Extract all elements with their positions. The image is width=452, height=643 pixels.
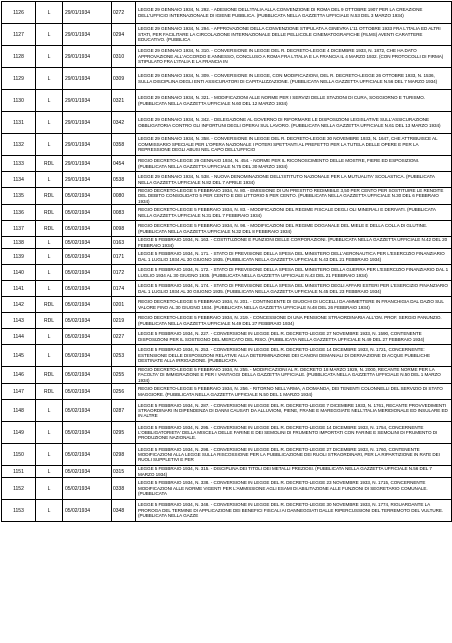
row-code: 0538 — [112, 172, 136, 188]
row-date: 05/02/1934 — [63, 221, 112, 237]
row-number: 1149 — [2, 422, 36, 444]
row-code: 0172 — [112, 265, 136, 281]
row-code: 0098 — [112, 221, 136, 237]
row-act-type: RDL — [36, 188, 63, 205]
row-date: 05/02/1934 — [63, 237, 112, 249]
row-code: 0253 — [112, 345, 136, 367]
row-act-type: L — [36, 46, 63, 68]
row-date: 29/01/1934 — [63, 68, 112, 90]
row-number: 1153 — [2, 500, 36, 522]
row-description: REGIO DECRETO-LEGGE 5 FEBBRAIO 1934, N. 80. - EMISSIONE DI UN PRESTITO REDIMIBILE 3,50 PER CENTO PER SOSTITUIRE LE RENDITE DEL DEBITO CONSOLIDATO 5 PER CENTO E DEI LITTORIO 5 PER CENTO. (PUBBLICATA NELLA GAZZETTA UFFICIALE N.30 DEL 6 FEBBRAIO 1934) — [136, 188, 452, 205]
row-number: 1139 — [2, 249, 36, 265]
row-code: 0309 — [112, 68, 136, 90]
row-act-type: L — [36, 281, 63, 297]
table-row — [2, 297, 452, 313]
row-act-type: L — [36, 444, 63, 466]
row-number: 1129 — [2, 68, 36, 90]
row-act-type: RDL — [36, 384, 63, 400]
row-description: LEGGE 29 GENNAIO 1934, N. 358. - CONVERSIONE IN LEGGE DEL R. DECRETO-LEGGE 30 NOVEMBRE 1933, N. 1647, CHE ATTRIBUISCE AL COMMISSARIO SPECIALE PER L'OPERA NAZIONALE I POTERI SPETTANTI AL PREFETTO PER LA TUTELA DELLE OPERE E PER LA REPRESSIONE DEGLI ABUSI NEL CAPO DELL'UFFICIO — [136, 134, 452, 156]
table-row — [2, 90, 452, 112]
row-code: 0294 — [112, 24, 136, 46]
row-number: 1141 — [2, 281, 36, 297]
row-code: 0358 — [112, 134, 136, 156]
table-row — [2, 400, 452, 422]
row-act-type: RDL — [36, 205, 63, 221]
row-act-type: L — [36, 400, 63, 422]
row-number: 1146 — [2, 367, 36, 384]
row-description: LEGGE 29 GENNAIO 1934, N. 342. - DELEGAZIONE AL GOVERNO DI RIFORMARE LE DISPOSIZIONI LEGISLATIVE SULL'ASSICURAZIONE OBBLIGATORIA CONTRO GLI INFORTUNI DEGLI OPERAI SUL LAVORO. (PUBBLICATA NELLA GAZZETTA UFFICIALE N.61 DEL 13 MARZO 1934) — [136, 112, 452, 134]
row-code: 0287 — [112, 400, 136, 422]
row-date: 05/02/1934 — [63, 466, 112, 478]
row-number: 1131 — [2, 112, 36, 134]
row-code: 0321 — [112, 90, 136, 112]
row-description: LEGGE 5 FEBBRAIO 1934, N. 315. - DISCIPLINA DEI TITOLI DEI METALLI PREZIOSI. (PUBBLICATA NELLA GAZZETTA UFFICIALE N.56 DEL 7 MARZO 1934) — [136, 466, 452, 478]
table-row — [2, 237, 452, 249]
row-number: 1143 — [2, 313, 36, 329]
row-code: 0163 — [112, 237, 136, 249]
table-row — [2, 478, 452, 500]
row-date: 05/02/1934 — [63, 281, 112, 297]
row-code: 0338 — [112, 478, 136, 500]
row-date: 29/01/1934 — [63, 90, 112, 112]
table-row — [2, 444, 452, 466]
table-row — [2, 46, 452, 68]
table-row — [2, 112, 452, 134]
row-code: 0227 — [112, 329, 136, 345]
row-date: 05/02/1934 — [63, 329, 112, 345]
row-act-type: L — [36, 90, 63, 112]
row-act-type: L — [36, 172, 63, 188]
row-act-type: L — [36, 329, 63, 345]
row-act-type: L — [36, 500, 63, 522]
table-row — [2, 422, 452, 444]
row-description: LEGGE 29 GENNAIO 1934, N. 292. - ADESIONE DELL'ITALIA ALLA CONVENZIONE DI ROMA DEL 9 OTTOBRE 1907 PER LA CREAZIONE DELL'UFFICIO INTERNAZIONALE DI IGIENE PUBBLICA. (PUBBLICATA NELLA GAZZETTA UFFICIALE N.53 DEL 3 MARZO 1934) — [136, 2, 452, 24]
row-description: LEGGE 29 GENNAIO 1934, N. 321. - MODIFICAZIONI ALLE NORME PER I SERVIZI DELLE STAZIONI DI CURA, SOGGIORNO E TURISMO. (PUBBLICATA NELLA GAZZETTA UFFICIALE N.60 DEL 12 MARZO 1934) — [136, 90, 452, 112]
row-description: LEGGE 5 FEBBRAIO 1934, N. 298. - CONVERSIONE IN LEGGE DEL R. DECRETO-LEGGE 27 DICEMBRE 1933, N. 1760, CONTENENTE MODIFICAZIONI ALLA LEGGE SULLA RISCOSSIONE PER LA PUBBLICAZIONE DEI RUOLI STRAORDINARI, PER LA RIPARTIZIONE IN RATE DEI RUOLI SUPPLETIVI E PER — [136, 444, 452, 466]
row-number: 1150 — [2, 444, 36, 466]
row-description: LEGGE 5 FEBBRAIO 1934, N. 171. - STATO DI PREVISIONE DELLA SPESA DEL MINISTERO DELL'AERONAUTICA PER L'ESERCIZIO FINANZIARIO DAL 1 LUGLIO 1934 AL 30 GIUGNO 1935. (PUBBLICATA NELLA GAZZETTA UFFICIALE N.43 DEL 21 FEBBRAIO 1934) — [136, 249, 452, 265]
row-code: 0454 — [112, 156, 136, 172]
table-row — [2, 221, 452, 237]
row-date: 05/02/1934 — [63, 345, 112, 367]
table-row — [2, 466, 452, 478]
row-act-type: RDL — [36, 367, 63, 384]
row-code: 0219 — [112, 313, 136, 329]
row-description: LEGGE 5 FEBBRAIO 1934, N. 227. - CONVERSIONE IN LEGGE DEL R. DECRETO-LEGGE 27 NOVEMBRE 1933, N. 1590, CONTENENTE DISPOSIZIONI PER IL SOSTEGNO DEL MERCATO DEL RISO. (PUBBLICATA NELLA GAZZETTA UFFICIALE N.49 DEL 27 FEBBRAIO 1934) — [136, 329, 452, 345]
row-description: REGIO DECRETO-LEGGE 5 FEBBRAIO 1934, N. 255. - MODIFICAZIONI AL R. DECRETO 18 MARZO 1929, N. 2000, RECANTE NORME PER LA FACOLTA' DI IMMIGRAZIONE E PER I VANTAGGI DELLA GAZZETTA UFFICIALE. (PUBBLICATA NELLA GAZZETTA UFFICIALE N.50 DEL 1 MARZO 1934) — [136, 367, 452, 384]
table-row — [2, 329, 452, 345]
document-page — [1, 1, 451, 522]
row-act-type: L — [36, 68, 63, 90]
row-date: 05/02/1934 — [63, 265, 112, 281]
row-number: 1137 — [2, 221, 36, 237]
table-row — [2, 188, 452, 205]
row-number: 1147 — [2, 384, 36, 400]
row-act-type: L — [36, 478, 63, 500]
row-code: 0083 — [112, 205, 136, 221]
table-row — [2, 500, 452, 522]
row-date: 05/02/1934 — [63, 297, 112, 313]
table-row — [2, 265, 452, 281]
row-number: 1127 — [2, 24, 36, 46]
table-row — [2, 134, 452, 156]
table-row — [2, 205, 452, 221]
row-date: 05/02/1934 — [63, 400, 112, 422]
row-code: 0298 — [112, 444, 136, 466]
row-number: 1140 — [2, 265, 36, 281]
row-number: 1144 — [2, 329, 36, 345]
row-description: LEGGE 5 FEBBRAIO 1934, N. 348. - CONVERSIONE IN LEGGE DEL R. DECRETO-LEGGE 30 NOVEMBRE 1933, N. 1774, RIGUARDANTE LA PROROGA DEL TERMINE DI APPLICAZIONE DEI BENEFICI FISCALI AI DANNEGGIATI DALLE RIPERCUSSIONI DEL TERREMOTO DEL VULTURE. (PUBBLICATA NELLA GAZZE — [136, 500, 452, 522]
row-act-type: RDL — [36, 313, 63, 329]
row-date: 05/02/1934 — [63, 500, 112, 522]
row-code: 0256 — [112, 384, 136, 400]
row-description: REGIO DECRETO-LEGGE 29 GENNAIO 1934, N. 454. - NORME PER IL RICONOSCIMENTO DELLE MOSTRE, FIERE ED ESPOSIZIONI. (PUBBLICATA NELLA GAZZETTA UFFICIALE N.75 DEL 30 MARZO 1934) — [136, 156, 452, 172]
row-code: 0342 — [112, 112, 136, 134]
row-code: 0310 — [112, 46, 136, 68]
legislation-table — [1, 1, 452, 522]
row-description: LEGGE 5 FEBBRAIO 1934, N. 295. - CONVERSIONE IN LEGGE DEL R. DECRETO-LEGGE 14 DICEMBRE 1933, N. 1754, CONCERNENTE L'OBBLIGATORIETA' DELLA MISCELA DELLE FARINE E DEI SEMOLINI DI FRUMENTO IMPORTATI CON FARINE E SEMOLINI DI FRUMENTO DI PRODUZIONE NAZIONALE. — [136, 422, 452, 444]
row-code: 0174 — [112, 281, 136, 297]
table-row — [2, 313, 452, 329]
row-act-type: L — [36, 237, 63, 249]
row-act-type: L — [36, 112, 63, 134]
row-code: 0201 — [112, 297, 136, 313]
row-description: LEGGE 5 FEBBRAIO 1934, N. 338. - CONVERSIONE IN LEGGE DEL R. DECRETO-LEGGE 23 NOVEMBRE 1933, N. 1715, CONCERNENTE MODIFICAZIONI ALLE NORME VIGENTI PER L'AMMISSIONE AGLI ESAMI DI ABILITAZIONE ALLE FUNZIONI DI SEGRETARIO COMUNALE. (PUBBLICATA — [136, 478, 452, 500]
row-act-type: L — [36, 134, 63, 156]
row-act-type: L — [36, 265, 63, 281]
row-date: 05/02/1934 — [63, 444, 112, 466]
row-description: REGIO DECRETO-LEGGE 5 FEBBRAIO 1934, N. 201. - CONTINGENTE DI GIUOCHI DI UCCELLI DA AMMETTERE IN FRANCHIGIA DAL DAZIO SUL VALORE FINO AL 30 GIUGNO 1934. (PUBBLICATA NELLA GAZZETTA UFFICIALE N.48 DEL 26 FEBBRAIO 1934) — [136, 297, 452, 313]
row-act-type: RDL — [36, 156, 63, 172]
row-code: 0348 — [112, 500, 136, 522]
row-description: LEGGE 5 FEBBRAIO 1934, N. 163. - COSTITUZIONE E FUNZIONI DELLE CORPORAZIONI. (PUBBLICATA NELLA GAZZETTA UFFICIALE N.42 DEL 20 FEBBRAIO 1934) — [136, 237, 452, 249]
row-date: 05/02/1934 — [63, 384, 112, 400]
table-row — [2, 24, 452, 46]
row-description: REGIO DECRETO-LEGGE 5 FEBBRAIO 1934, N. 256. - RITORNO NELL'ARMA, A DOMANDA, DEI TENENTI COLONNELLI DEL SERVIZIO DI STATO MAGGIORE. (PUBBLICATA NELLA GAZZETTA UFFICIALE N.50 DEL 1 MARZO 1934) — [136, 384, 452, 400]
row-date: 29/01/1934 — [63, 46, 112, 68]
row-date: 05/02/1934 — [63, 478, 112, 500]
row-number: 1142 — [2, 297, 36, 313]
row-act-type: RDL — [36, 221, 63, 237]
row-act-type: RDL — [36, 297, 63, 313]
table-row — [2, 2, 452, 24]
row-number: 1133 — [2, 156, 36, 172]
row-code: 0255 — [112, 367, 136, 384]
table-row — [2, 367, 452, 384]
row-date: 29/01/1934 — [63, 172, 112, 188]
row-act-type: L — [36, 2, 63, 24]
table-row — [2, 281, 452, 297]
row-act-type: L — [36, 466, 63, 478]
row-description: LEGGE 29 GENNAIO 1934, N. 294. - APPROVAZIONE DELLA CONVENZIONE STIPULATA A GINEVRA L'11 OTTOBRE 1933 FRA L'ITALIA ED ALTRI STATI, PER FACILITARE LA CIRCOLAZIONE INTERNAZIONALE DELLE PELLICOLE CINEMATOGRAFICHE (FILMS) AVENTI CARATTERE EDUCATIVO. (PUBBLICA — [136, 24, 452, 46]
row-description: LEGGE 29 GENNAIO 1934, N. 309. - CONVERSIONE IN LEGGE, CON MODIFICAZIONI, DEL R. DECRETO-LEGGE 26 OTTOBRE 1933, N. 1536, SULLA DISCIPLINA DEGLI ENTI ASSICURATORI DI CAPITALIZZAZIONE. (PUBBLICATA NELLA GAZZETTA UFFICIALE N.56 DEL 7 MARZO 1934) — [136, 68, 452, 90]
row-date: 29/01/1934 — [63, 24, 112, 46]
row-number: 1130 — [2, 90, 36, 112]
row-code: 0171 — [112, 249, 136, 265]
table-row — [2, 172, 452, 188]
row-number: 1148 — [2, 400, 36, 422]
table-row — [2, 68, 452, 90]
row-number: 1134 — [2, 172, 36, 188]
row-description: LEGGE 5 FEBBRAIO 1934, N. 287. - CONVERSIONE IN LEGGE DEL R. DECRETO-LEGGE 7 DICEMBRE 1933, N. 1761, RECANTE PROVVEDIMENTI STRAORDINARI IN DIPENDENZA DI DANNI CAUSATI DA ALLUVIONI, PIENE, FRANE E MAREGGIATE NELL'ITALIA MERIDIONALE ED INSULARE ED IN ALTRE — [136, 400, 452, 422]
row-date: 05/02/1934 — [63, 422, 112, 444]
row-description: LEGGE 5 FEBBRAIO 1934, N. 174. - STATO DI PREVISIONE DELLA SPESA DEL MINISTERO DEGLI AFFARI ESTERI PER L'ESERCIZIO FINANZIARIO DAL 1 LUGLIO 1934 AL 30 GIUGNO 1935. (PUBBLICATA NELLA GAZZETTA UFFICIALE N.45 DEL 23 FEBBRAIO 1934) — [136, 281, 452, 297]
row-description: REGIO DECRETO-LEGGE 5 FEBBRAIO 1934, N. 219. - CONCESSIONE DI UNA PENSIONE STRAORDINARIA ALL'ON. PROF. SERGIO PANUNZIO. (PUBBLICATA NELLA GAZZETTA UFFICIALE N.49 DEL 27 FEBBRAIO 1934) — [136, 313, 452, 329]
row-act-type: L — [36, 24, 63, 46]
row-date: 29/01/1934 — [63, 112, 112, 134]
row-code: 0272 — [112, 2, 136, 24]
row-number: 1152 — [2, 478, 36, 500]
row-act-type: L — [36, 249, 63, 265]
row-description: REGIO DECRETO-LEGGE 5 FEBBRAIO 1934, N. 98. - MODIFICAZIONI DEL REGIME DOGANALE DEL MIELE E DELLA COLLA DI GLUTINE. (PUBBLICATA NELLA GAZZETTA UFFICIALE N.32 DEL 8 FEBBRAIO 1934) — [136, 221, 452, 237]
table-row — [2, 156, 452, 172]
row-act-type: L — [36, 345, 63, 367]
row-date: 05/02/1934 — [63, 249, 112, 265]
row-number: 1128 — [2, 46, 36, 68]
legislation-table-body — [2, 2, 452, 522]
table-row — [2, 384, 452, 400]
row-date: 29/01/1934 — [63, 2, 112, 24]
row-number: 1132 — [2, 134, 36, 156]
row-description: REGIO DECRETO-LEGGE 5 FEBBRAIO 1934, N. 83. - MODIFICAZIONI DEL REGIME FISCALE DEGLI OLI MINERALI E DERIVATI. (PUBBLICATA NELLA GAZZETTA UFFICIALE N.31 DEL 7 FEBBRAIO 1934) — [136, 205, 452, 221]
row-code: 0295 — [112, 422, 136, 444]
row-code: 0315 — [112, 466, 136, 478]
row-description: LEGGE 29 GENNAIO 1934, N. 310. - CONVERSIONE IN LEGGE DEL R. DECRETO-LEGGE 4 DICEMBRE 1933, N. 1872, CHE HA DATO APPROVAZIONE ALL'ACCORDO E ANNESSO, CONCLUSO A ROMA FRA L'ITALIA E LA FRANCIA IL 4 MARZO 1932. (CON PROTOCOLLI DI FIRMA) STIPULATO FRA L'ITALIA E LA FRANCIA IN — [136, 46, 452, 68]
row-number: 1126 — [2, 2, 36, 24]
row-description: LEGGE 5 FEBBRAIO 1934, N. 253. - CONVERSIONE IN LEGGE DEL R. DECRETO-LEGGE 14 DICEMBRE 1933, N. 1721, CONCERNENTE: ESTENSIONE DELLE DISPOSIZIONI RELATIVE ALLA DETERMINAZIONE DEI CANONI DEMANIALI DI DERIVAZIONE DI ACQUE PUBBLICHE DESTINATE ALLA IRRIGAZIONE. (PUBBLICATA — [136, 345, 452, 367]
row-code: 0080 — [112, 188, 136, 205]
row-number: 1136 — [2, 205, 36, 221]
row-number: 1145 — [2, 345, 36, 367]
row-act-type: L — [36, 422, 63, 444]
row-number: 1135 — [2, 188, 36, 205]
row-date: 05/02/1934 — [63, 367, 112, 384]
table-row — [2, 249, 452, 265]
row-number: 1151 — [2, 466, 36, 478]
row-description: LEGGE 29 GENNAIO 1934, N. 538. - NUOVA DENOMINAZIONE DELL'ISTITUTO NAZIONALE PER LA MUTUALITA' SCOLASTICA. (PUBBLICATA NELLA GAZZETTA UFFICIALE N.82 DEL 7 APRILE 1934) — [136, 172, 452, 188]
table-row — [2, 345, 452, 367]
row-date: 05/02/1934 — [63, 205, 112, 221]
row-description: LEGGE 5 FEBBRAIO 1934, N. 172. - STATO DI PREVISIONE DELLA SPESA DEL MINISTERO DELLA GUERRA PER L'ESERCIZIO FINANZIARIO DAL 1 LUGLIO 1934 AL 30 GIUGNO 1935. (PUBBLICATA NELLA GAZZETTA UFFICIALE N.43 DEL 21 FEBBRAIO 1934) — [136, 265, 452, 281]
row-date: 05/02/1934 — [63, 313, 112, 329]
row-date: 29/01/1934 — [63, 156, 112, 172]
row-date: 05/02/1934 — [63, 188, 112, 205]
row-number: 1138 — [2, 237, 36, 249]
row-date: 29/01/1934 — [63, 134, 112, 156]
